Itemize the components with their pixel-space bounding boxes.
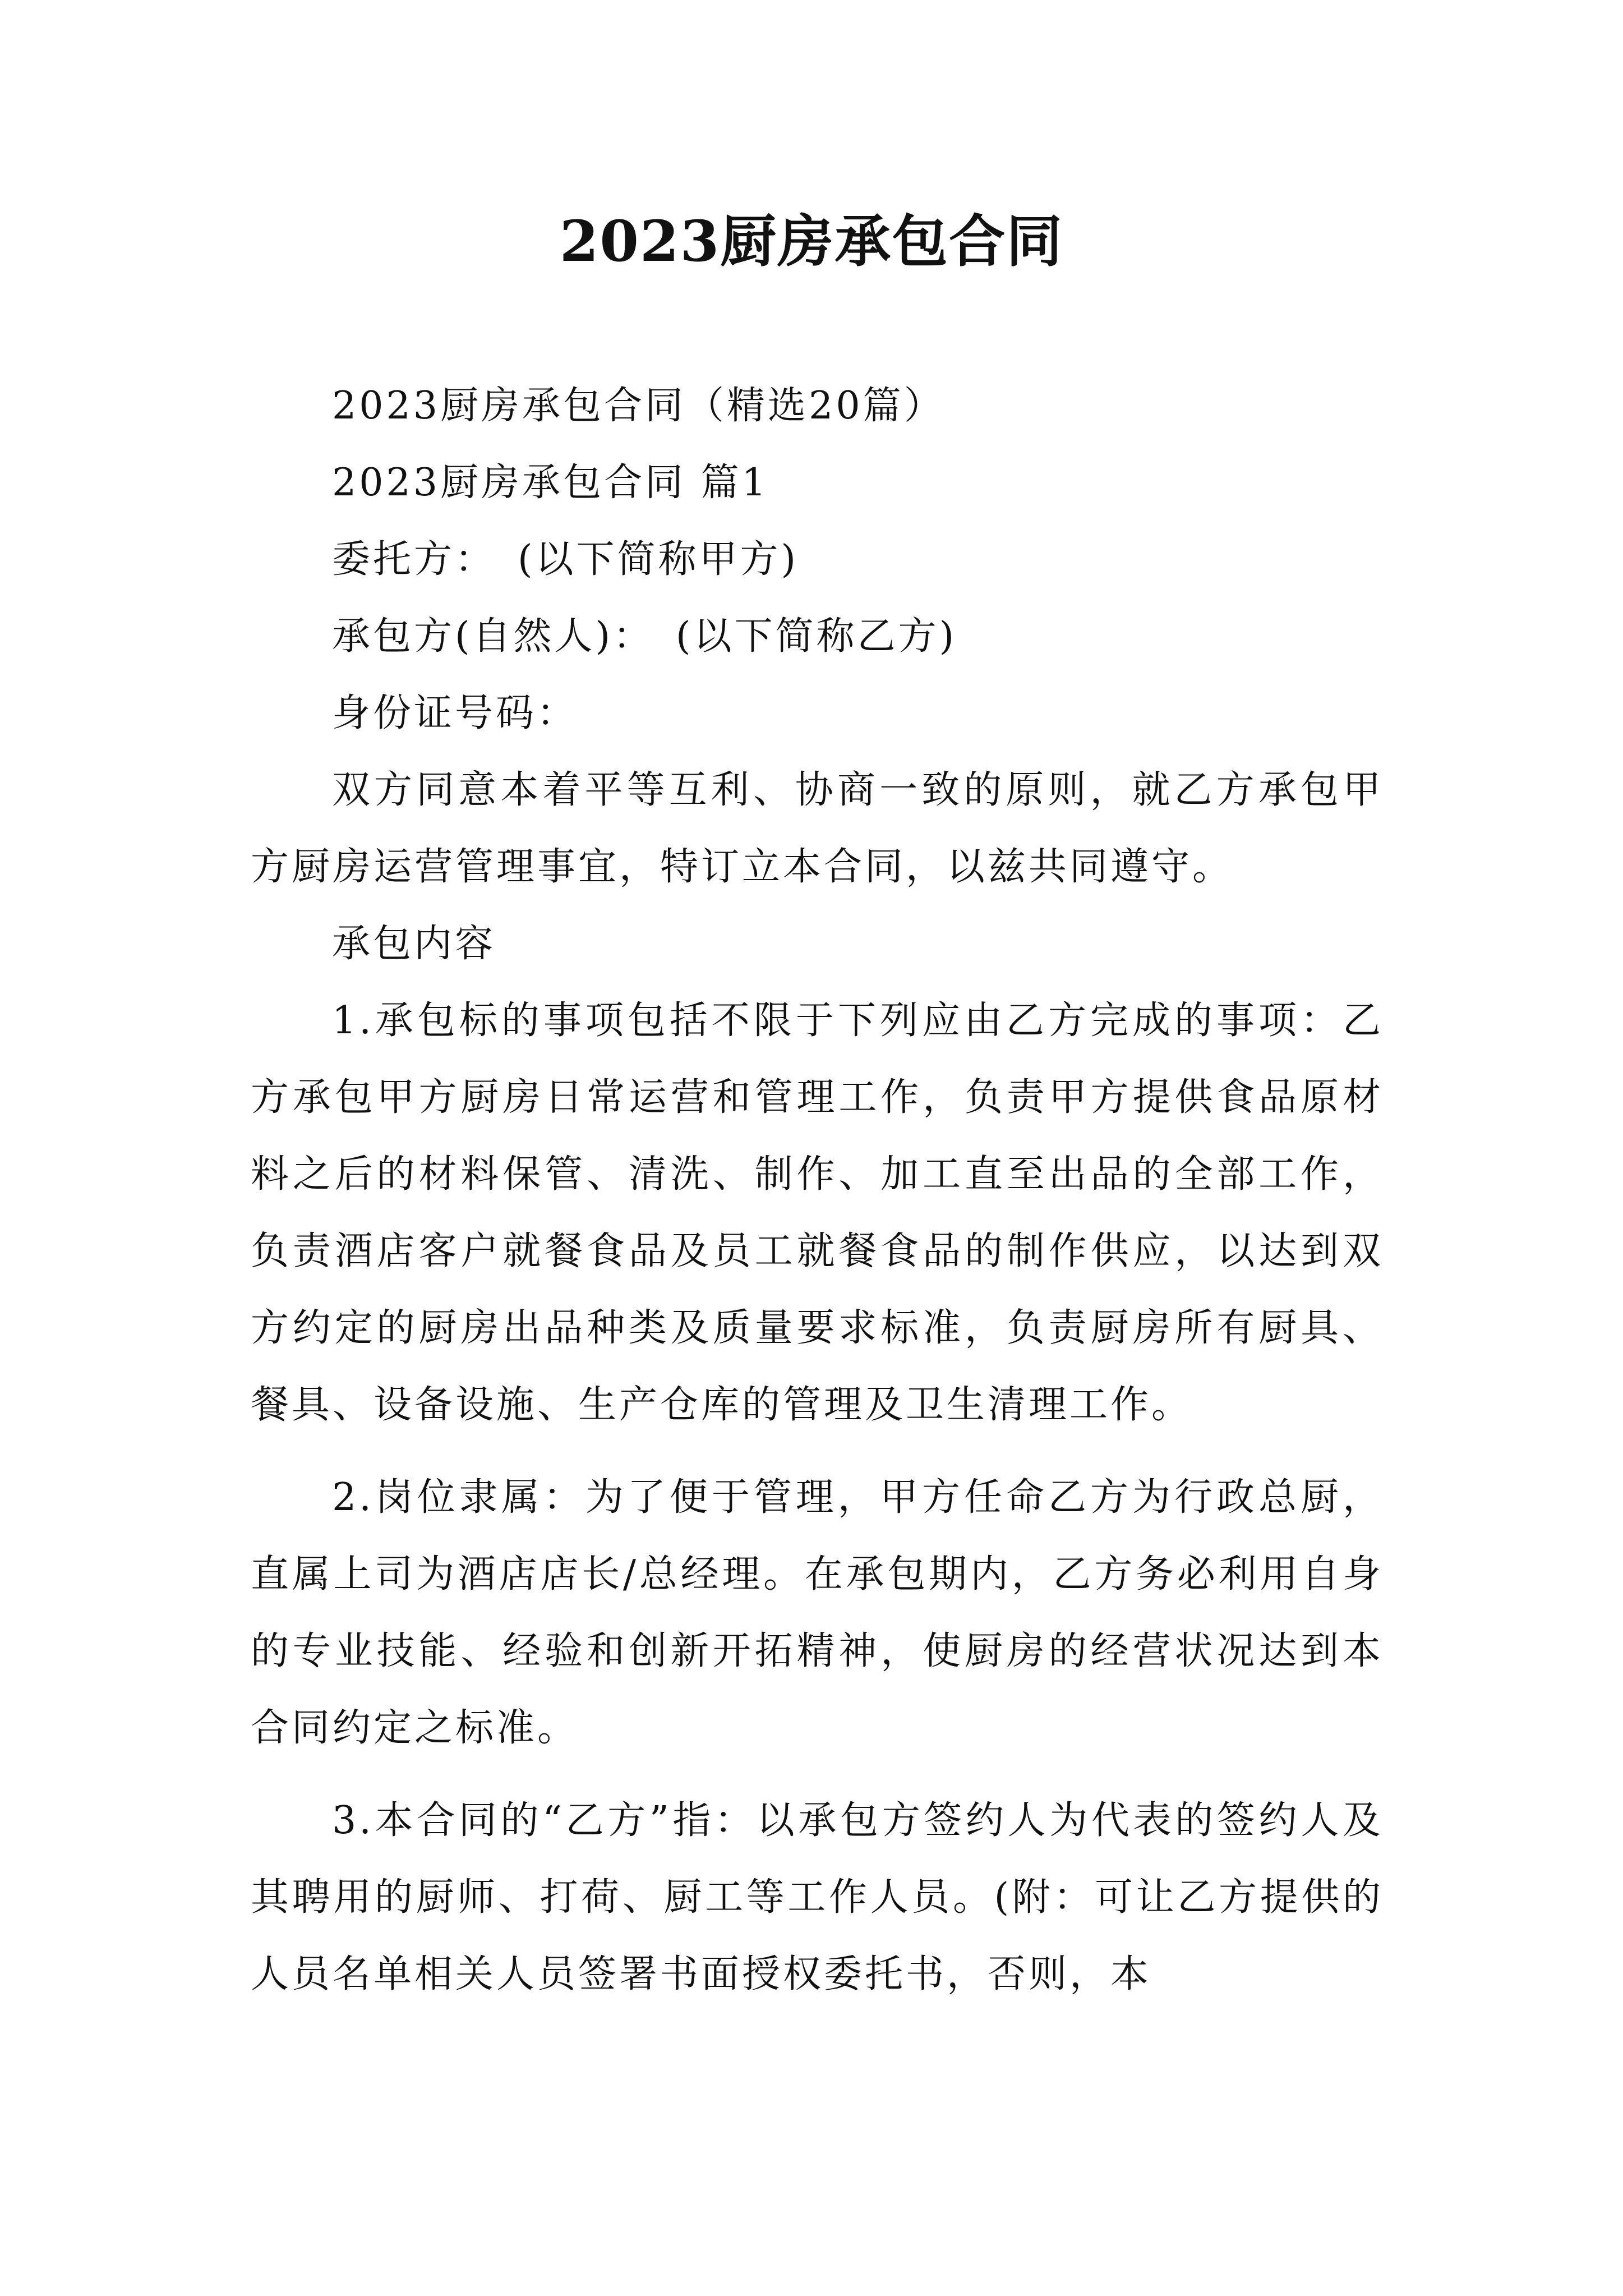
paragraph-contractor: 承包方(自然人)： (以下简称乙方) bbox=[332, 614, 957, 659]
document-body bbox=[251, 367, 1384, 2013]
paragraph-chapter-heading: 2023厨房承包合同 篇1 bbox=[332, 461, 769, 505]
paragraph-section-heading: 承包内容 bbox=[332, 922, 496, 966]
paragraph-clause-3: 3.本合同的“乙方”指：以承包方签约人为代表的签约人及其聘用的厨师、打荷、厨工等工作人员。(附：可让乙方提供的人员名单相关人员签署书面授权委托书，否则，本 bbox=[251, 1798, 1384, 1996]
document-title: 2023厨房承包合同 bbox=[559, 208, 1064, 274]
paragraph-subtitle: 2023厨房承包合同（精选20篇） bbox=[332, 384, 945, 428]
paragraph-clause-1: 1.承包标的事项包括不限于下列应由乙方完成的事项：乙方承包甲方厨房日常运营和管理工作，负责甲方提供食品原材料之后的材料保管、清洗、制作、加工直至出品的全部工作，负责酒店客户就餐食品及员工就餐食品的制作供应，以达到双方约定的厨房出品种类及质量要求标准，负责厨房所有厨具、餐具、设备设施、生产仓库的管理及卫生清理工作。 bbox=[251, 999, 1384, 1427]
paragraph-preamble: 双方同意本着平等互利、协商一致的原则，就乙方承包甲方厨房运营管理事宜，特订立本合同，以兹共同遵守。 bbox=[251, 768, 1384, 889]
paragraph-client: 委托方： (以下简称甲方) bbox=[332, 537, 799, 582]
paragraph-clause-2: 2.岗位隶属：为了便于管理，甲方任命乙方为行政总厨，直属上司为酒店店长/总经理。在承包期内，乙方务必利用自身的专业技能、经验和创新开拓精神，使厨房的经营状况达到本合同约定之标准。 bbox=[251, 1475, 1384, 1750]
paragraph-id-number: 身份证号码： bbox=[332, 691, 578, 735]
